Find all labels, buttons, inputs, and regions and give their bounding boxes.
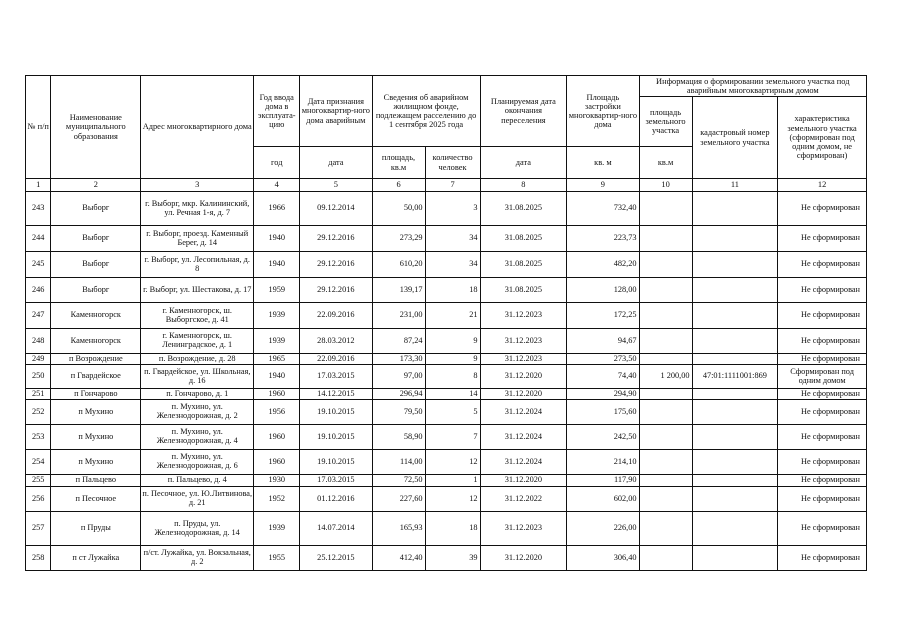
municipality-cell: п Мухино [51,450,141,475]
land-status-cell: Не сформирован [778,389,867,400]
year-cell: 1939 [254,303,300,329]
year-cell: 1956 [254,400,300,425]
header-emergency-fund: Сведения об аварийном жилищном фонде, подлежащем расселению до 1 сентября 2025 года [372,76,480,147]
year-cell: 1930 [254,475,300,487]
unit-people: количество человек [425,147,480,179]
area-cell: 50,00 [372,192,425,226]
table-row [26,329,867,354]
planned-date-cell: 31.12.2023 [480,329,567,354]
cadastral-number-cell [692,354,778,365]
table-row [26,354,867,365]
building-area-cell: 273,50 [567,354,639,365]
year-cell: 1959 [254,278,300,303]
people-cell: 3 [425,192,480,226]
land-area-cell [639,252,692,278]
year-cell: 1960 [254,450,300,475]
area-cell: 173,30 [372,354,425,365]
row-number: 253 [26,425,51,450]
cadastral-number-cell: 47:01:1111001:869 [692,365,778,389]
planned-date-cell: 31.08.2025 [480,192,567,226]
building-area-cell: 482,20 [567,252,639,278]
planned-date-cell: 31.12.2024 [480,450,567,475]
people-cell: 18 [425,512,480,546]
year-cell: 1960 [254,389,300,400]
emergency-date-cell: 19.10.2015 [300,400,372,425]
emergency-date-cell: 22.09.2016 [300,354,372,365]
people-cell: 21 [425,303,480,329]
building-area-cell: 294,90 [567,389,639,400]
address-cell: п. Мухино, ул. Железнодорожная, д. 4 [141,425,254,450]
cadastral-number-cell [692,475,778,487]
year-cell: 1960 [254,425,300,450]
emergency-date-cell: 22.09.2016 [300,303,372,329]
land-status-cell: Не сформирован [778,450,867,475]
building-area-cell: 242,50 [567,425,639,450]
land-status-cell: Не сформирован [778,226,867,252]
address-cell: п. Возрождение, д. 28 [141,354,254,365]
land-status-cell: Не сформирован [778,303,867,329]
land-area-cell [639,400,692,425]
row-number: 258 [26,546,51,571]
row-number: 254 [26,450,51,475]
land-area-cell [639,512,692,546]
column-number: 11 [692,179,778,192]
land-area-cell [639,354,692,365]
cadastral-number-cell [692,278,778,303]
table-row [26,450,867,475]
year-cell: 1939 [254,329,300,354]
emergency-date-cell: 14.07.2014 [300,512,372,546]
cadastral-number-cell [692,450,778,475]
municipality-cell: п Песочное [51,487,141,512]
land-area-cell [639,389,692,400]
building-area-cell: 226,00 [567,512,639,546]
column-number: 6 [372,179,425,192]
address-cell: г. Выборг, проезд. Каменный Берег, д. 14 [141,226,254,252]
municipality-cell: Каменногорск [51,303,141,329]
row-number: 250 [26,365,51,389]
planned-date-cell: 31.08.2025 [480,278,567,303]
people-cell: 14 [425,389,480,400]
emergency-date-cell: 14.12.2015 [300,389,372,400]
municipality-cell: п ст Лужайка [51,546,141,571]
people-cell: 39 [425,546,480,571]
land-status-cell: Не сформирован [778,278,867,303]
land-status-cell: Не сформирован [778,512,867,546]
emergency-date-cell: 09.12.2014 [300,192,372,226]
header-planned-date: Планируемая дата окончания переселения [480,76,567,147]
area-cell: 231,00 [372,303,425,329]
table-row [26,475,867,487]
emergency-date-cell: 28.03.2012 [300,329,372,354]
planned-date-cell: 31.12.2024 [480,400,567,425]
municipality-cell: Выборг [51,226,141,252]
planned-date-cell: 31.12.2020 [480,365,567,389]
row-number: 252 [26,400,51,425]
cadastral-number-cell [692,400,778,425]
municipality-cell: п Пруды [51,512,141,546]
land-area-cell [639,329,692,354]
row-number: 255 [26,475,51,487]
people-cell: 12 [425,450,480,475]
header-building-area: Площадь застройки многоквартир-ного дома [567,76,639,147]
year-cell: 1940 [254,252,300,278]
building-area-cell: 223,73 [567,226,639,252]
row-number: 256 [26,487,51,512]
planned-date-cell: 31.12.2024 [480,425,567,450]
area-cell: 79,50 [372,400,425,425]
planned-date-cell: 31.12.2022 [480,487,567,512]
address-cell: г. Каменногорск, ш. Ленинградское, д. 1 [141,329,254,354]
unit-area: площадь, кв.м [372,147,425,179]
area-cell: 72,50 [372,475,425,487]
emergency-date-cell: 29.12.2016 [300,278,372,303]
land-status-cell: Сформирован под одним домом [778,365,867,389]
land-status-cell: Не сформирован [778,475,867,487]
row-number: 249 [26,354,51,365]
cadastral-number-cell [692,192,778,226]
emergency-date-cell: 19.10.2015 [300,425,372,450]
address-cell: п. Мухино, ул. Железнодорожная, д. 2 [141,400,254,425]
building-area-cell: 74,40 [567,365,639,389]
year-cell: 1940 [254,365,300,389]
header-year-built: Год ввода дома в эксплуата-цию [254,76,300,147]
planned-date-cell: 31.08.2025 [480,252,567,278]
people-cell: 34 [425,226,480,252]
table-row [26,252,867,278]
year-cell: 1965 [254,354,300,365]
table-row [26,546,867,571]
table-row [26,487,867,512]
area-cell: 97,00 [372,365,425,389]
header-municipality: Наименование муниципального образования [51,76,141,179]
table-row [26,226,867,252]
unit-year: год [254,147,300,179]
people-cell: 18 [425,278,480,303]
building-area-cell: 732,40 [567,192,639,226]
planned-date-cell: 31.12.2020 [480,546,567,571]
column-number: 4 [254,179,300,192]
column-number: 5 [300,179,372,192]
land-area-cell [639,475,692,487]
header-land-info: Информация о формировании земельного участка под аварийным многоквартирным домом [639,76,866,97]
land-area-cell [639,278,692,303]
area-cell: 87,24 [372,329,425,354]
emergency-date-cell: 17.03.2015 [300,475,372,487]
planned-date-cell: 31.12.2020 [480,389,567,400]
address-cell: п/ст. Лужайка, ул. Вокзальная, д. 2 [141,546,254,571]
land-area-cell [639,226,692,252]
table-row [26,425,867,450]
land-area-cell [639,546,692,571]
area-cell: 273,29 [372,226,425,252]
building-area-cell: 128,00 [567,278,639,303]
address-cell: г. Выборг, мкр. Калининский, ул. Речная 1-я, д. 7 [141,192,254,226]
table-row [26,400,867,425]
land-area-cell [639,450,692,475]
unit-land-area: кв.м [639,147,692,179]
year-cell: 1940 [254,226,300,252]
area-cell: 139,17 [372,278,425,303]
table-body [26,192,867,571]
column-number: 2 [51,179,141,192]
municipality-cell: п Мухино [51,425,141,450]
land-status-cell: Не сформирован [778,546,867,571]
land-status-cell: Не сформирован [778,252,867,278]
column-number: 7 [425,179,480,192]
row-number: 247 [26,303,51,329]
cadastral-number-cell [692,252,778,278]
column-number: 3 [141,179,254,192]
row-number: 248 [26,329,51,354]
municipality-cell: п Пальцево [51,475,141,487]
land-status-cell: Не сформирован [778,354,867,365]
address-cell: п. Гвардейское, ул. Школьная, д. 16 [141,365,254,389]
header-row-number: № п/п [26,76,51,179]
row-number: 257 [26,512,51,546]
area-cell: 58,90 [372,425,425,450]
land-area-cell [639,425,692,450]
planned-date-cell: 31.12.2023 [480,354,567,365]
area-cell: 165,93 [372,512,425,546]
row-number: 246 [26,278,51,303]
cadastral-number-cell [692,546,778,571]
building-area-cell: 214,10 [567,450,639,475]
municipality-cell: п Гвардейское [51,365,141,389]
cadastral-number-cell [692,329,778,354]
cadastral-number-cell [692,512,778,546]
unit-date: дата [300,147,372,179]
row-number: 244 [26,226,51,252]
land-area-cell [639,303,692,329]
people-cell: 12 [425,487,480,512]
people-cell: 8 [425,365,480,389]
cadastral-number-cell [692,226,778,252]
table-row [26,192,867,226]
address-cell: п. Гончарово, д. 1 [141,389,254,400]
municipality-cell: Выборг [51,278,141,303]
address-cell: п. Пальцево, д. 4 [141,475,254,487]
column-number: 12 [778,179,867,192]
building-area-cell: 306,40 [567,546,639,571]
building-area-cell: 602,00 [567,487,639,512]
area-cell: 412,40 [372,546,425,571]
municipality-cell: Выборг [51,192,141,226]
planned-date-cell: 31.12.2023 [480,303,567,329]
area-cell: 227,60 [372,487,425,512]
municipality-cell: Каменногорск [51,329,141,354]
address-cell: п. Пруды, ул. Железнодорожная, д. 14 [141,512,254,546]
emergency-date-cell: 01.12.2016 [300,487,372,512]
area-cell: 296,94 [372,389,425,400]
emergency-date-cell: 17.03.2015 [300,365,372,389]
header-cadastral-number: кадастровый номер земельного участка [692,97,778,179]
municipality-cell: п Мухино [51,400,141,425]
municipality-cell: п Возрождение [51,354,141,365]
year-cell: 1939 [254,512,300,546]
municipality-cell: Выборг [51,252,141,278]
people-cell: 9 [425,329,480,354]
building-area-cell: 172,25 [567,303,639,329]
row-number: 245 [26,252,51,278]
planned-date-cell: 31.12.2023 [480,512,567,546]
address-cell: г. Каменногорск, ш. Выборгское, д. 41 [141,303,254,329]
land-area-cell: 1 200,00 [639,365,692,389]
table-row [26,389,867,400]
address-cell: п. Песочное, ул. Ю.Литвинова, д. 21 [141,487,254,512]
emergency-housing-table [25,75,867,571]
people-cell: 9 [425,354,480,365]
address-cell: п. Мухино, ул. Железнодорожная, д. 6 [141,450,254,475]
emergency-date-cell: 19.10.2015 [300,450,372,475]
unit-plan-date: дата [480,147,567,179]
year-cell: 1952 [254,487,300,512]
table-row [26,278,867,303]
building-area-cell: 175,60 [567,400,639,425]
building-area-cell: 94,67 [567,329,639,354]
header-emergency-date: Дата признания многоквартир-ного дома аварийным [300,76,372,147]
area-cell: 610,20 [372,252,425,278]
municipality-cell: п Гончарово [51,389,141,400]
cadastral-number-cell [692,389,778,400]
area-cell: 114,00 [372,450,425,475]
cadastral-number-cell [692,425,778,450]
emergency-date-cell: 29.12.2016 [300,252,372,278]
column-number: 8 [480,179,567,192]
address-cell: г. Выборг, ул. Лесопильная, д. 8 [141,252,254,278]
table-row [26,512,867,546]
year-cell: 1955 [254,546,300,571]
row-number: 251 [26,389,51,400]
planned-date-cell: 31.08.2025 [480,226,567,252]
land-status-cell: Не сформирован [778,425,867,450]
column-number: 9 [567,179,639,192]
column-number: 1 [26,179,51,192]
year-cell: 1966 [254,192,300,226]
people-cell: 1 [425,475,480,487]
planned-date-cell: 31.12.2020 [480,475,567,487]
table-row [26,365,867,389]
cadastral-number-cell [692,487,778,512]
people-cell: 5 [425,400,480,425]
header-land-characteristic: характеристика земельного участка (сформирован под одним домом, не сформирован) [778,97,867,179]
land-area-cell [639,487,692,512]
emergency-date-cell: 25.12.2015 [300,546,372,571]
header-address: Адрес многоквартирного дома [141,76,254,179]
address-cell: г. Выборг, ул. Шестакова, д. 17 [141,278,254,303]
cadastral-number-cell [692,303,778,329]
land-status-cell: Не сформирован [778,329,867,354]
people-cell: 7 [425,425,480,450]
emergency-date-cell: 29.12.2016 [300,226,372,252]
land-status-cell: Не сформирован [778,400,867,425]
land-status-cell: Не сформирован [778,487,867,512]
row-number: 243 [26,192,51,226]
building-area-cell: 117,90 [567,475,639,487]
people-cell: 34 [425,252,480,278]
land-status-cell: Не сформирован [778,192,867,226]
header-land-area: площадь земельного участка [639,97,692,147]
table-row [26,303,867,329]
land-area-cell [639,192,692,226]
column-number: 10 [639,179,692,192]
unit-build-area: кв. м [567,147,639,179]
